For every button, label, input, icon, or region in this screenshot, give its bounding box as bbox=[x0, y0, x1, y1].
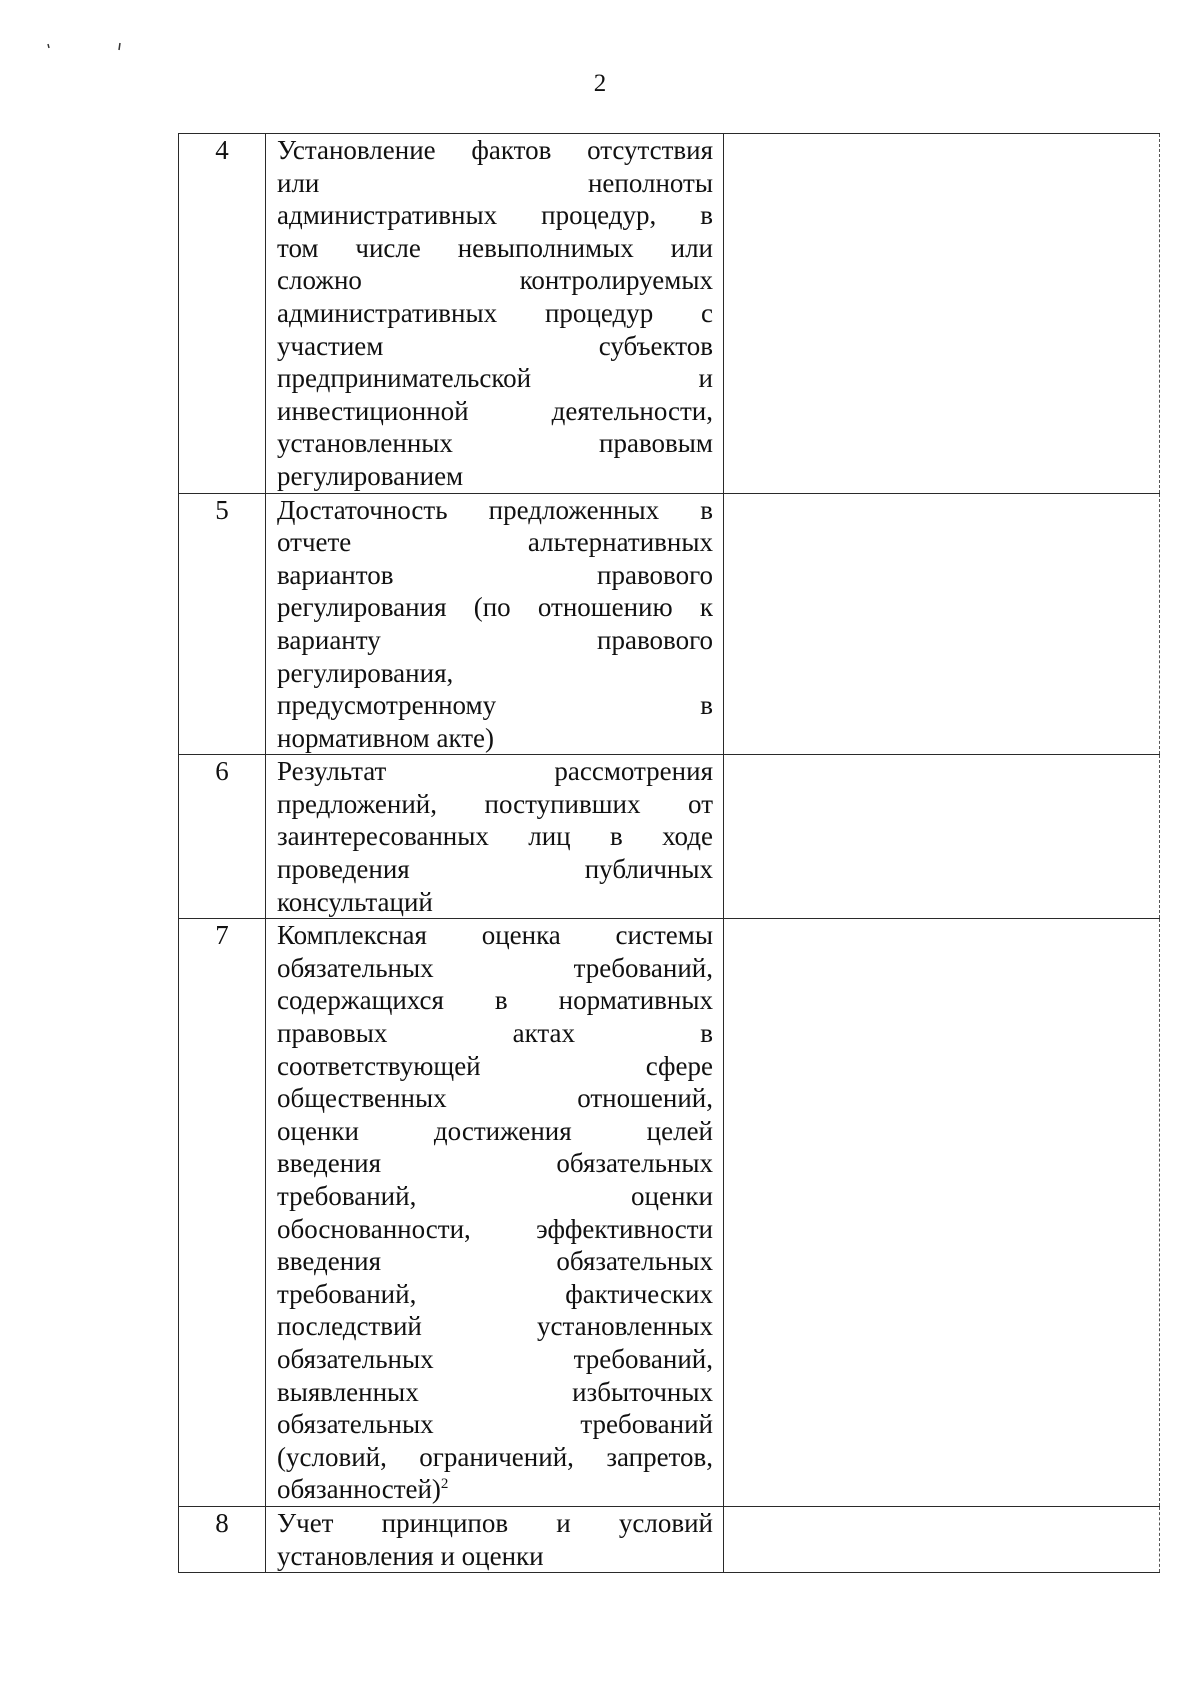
description-line bbox=[277, 362, 713, 395]
description-line bbox=[277, 264, 713, 297]
description-line-text: регулирования (по отношению к bbox=[277, 592, 713, 623]
description-line-text: установления и оценки bbox=[277, 1540, 544, 1571]
description-line bbox=[277, 1540, 713, 1573]
table-row bbox=[179, 919, 1160, 1507]
description-line bbox=[277, 232, 713, 265]
description-line bbox=[277, 1082, 713, 1115]
description-line-text: Учет принципов и условий bbox=[277, 1507, 713, 1538]
description-line-text: том числе невыполнимых или bbox=[277, 232, 713, 263]
description-line-text: соответствующей сфере bbox=[277, 1050, 713, 1081]
criterion-description bbox=[266, 493, 724, 755]
empty-assessment-cell bbox=[724, 1506, 1160, 1572]
description-line bbox=[277, 1050, 713, 1083]
description-line bbox=[277, 427, 713, 460]
description-line bbox=[277, 1408, 713, 1441]
description-line bbox=[277, 1245, 713, 1278]
description-line bbox=[277, 1473, 713, 1506]
criteria-table-body bbox=[179, 134, 1160, 1573]
description-line-text: Установление фактов отсутствия bbox=[277, 135, 713, 165]
description-line-text: содержащихся в нормативных bbox=[277, 985, 713, 1016]
description-line bbox=[277, 1507, 713, 1540]
description-line-text: вариантов правового bbox=[277, 559, 713, 590]
description-line bbox=[277, 591, 713, 624]
description-line-text: нормативном акте) bbox=[277, 722, 495, 753]
criterion-description bbox=[266, 134, 724, 494]
description-line-text: требований, фактических bbox=[277, 1278, 713, 1309]
description-line-text: отчете альтернативных bbox=[277, 527, 713, 558]
description-line bbox=[277, 984, 713, 1017]
criterion-description bbox=[266, 919, 724, 1507]
description-line-text: выявленных избыточных bbox=[277, 1376, 713, 1407]
description-line bbox=[277, 755, 713, 788]
description-line-text: (условий, ограничений, запретов, bbox=[277, 1441, 713, 1472]
description-line bbox=[277, 853, 713, 886]
row-number: 8 bbox=[179, 1506, 266, 1572]
description-line bbox=[277, 722, 713, 755]
description-line-text: консультаций bbox=[277, 886, 433, 917]
description-line-text: или неполноты bbox=[277, 167, 713, 198]
description-line bbox=[277, 297, 713, 330]
description-line-text: правовых актах в bbox=[277, 1018, 713, 1049]
empty-assessment-cell bbox=[724, 919, 1160, 1507]
description-line bbox=[277, 1180, 713, 1213]
description-line-text: Достаточность предложенных в bbox=[277, 494, 713, 525]
table-row bbox=[179, 134, 1160, 494]
description-line bbox=[277, 886, 713, 919]
description-line bbox=[277, 624, 713, 657]
description-line bbox=[277, 657, 713, 690]
description-line-text: сложно контролируемых bbox=[277, 265, 713, 296]
description-line bbox=[277, 1278, 713, 1311]
criterion-description bbox=[266, 755, 724, 919]
description-line bbox=[277, 134, 713, 167]
description-line-text: обязанностей) bbox=[277, 1474, 441, 1505]
description-line bbox=[277, 494, 713, 527]
row-number: 4 bbox=[179, 134, 266, 494]
description-line bbox=[277, 559, 713, 592]
description-line-text: оценки достижения целей bbox=[277, 1115, 713, 1146]
description-line-text: последствий установленных bbox=[277, 1311, 713, 1342]
criteria-table bbox=[178, 133, 1160, 1573]
description-line bbox=[277, 167, 713, 200]
footnote-marker: 2 bbox=[440, 1476, 449, 1493]
description-line-text: регулирования, bbox=[277, 657, 454, 688]
description-line-text: варианту правового bbox=[277, 624, 713, 655]
description-line-text: предложений, поступивших от bbox=[277, 788, 713, 819]
description-line-text: введения обязательных bbox=[277, 1148, 713, 1179]
description-line-text: административных процедур, в bbox=[277, 200, 713, 231]
description-line-text: административных процедур с bbox=[277, 297, 713, 328]
row-number: 7 bbox=[179, 919, 266, 1507]
description-line-text: инвестиционной деятельности, bbox=[277, 395, 713, 426]
description-line-text: Результат рассмотрения bbox=[277, 756, 713, 787]
description-line bbox=[277, 1441, 713, 1474]
description-line-text: регулированием bbox=[277, 460, 464, 491]
description-line-text: обоснованности, эффективности bbox=[277, 1213, 713, 1244]
description-line bbox=[277, 1310, 713, 1343]
description-line-text: обязательных требований, bbox=[277, 1343, 713, 1374]
empty-assessment-cell bbox=[724, 134, 1160, 494]
description-line bbox=[277, 460, 713, 493]
description-line bbox=[277, 820, 713, 853]
description-line bbox=[277, 1213, 713, 1246]
description-line bbox=[277, 330, 713, 363]
description-line bbox=[277, 1343, 713, 1376]
row-number: 6 bbox=[179, 755, 266, 919]
description-line-text: предпринимательской и bbox=[277, 363, 713, 394]
description-line bbox=[277, 919, 713, 952]
description-line-text: участием субъектов bbox=[277, 330, 713, 361]
description-line-text: установленных правовым bbox=[277, 428, 713, 459]
description-line bbox=[277, 788, 713, 821]
description-line bbox=[277, 1147, 713, 1180]
page-number: 2 bbox=[593, 70, 607, 97]
description-line-text: требований, оценки bbox=[277, 1181, 713, 1211]
description-line bbox=[277, 1376, 713, 1409]
table-row bbox=[179, 1506, 1160, 1572]
empty-assessment-cell bbox=[724, 493, 1160, 755]
description-line-text: введения обязательных bbox=[277, 1246, 713, 1277]
empty-assessment-cell bbox=[724, 755, 1160, 919]
description-line bbox=[277, 526, 713, 559]
description-line-text: предусмотренному в bbox=[277, 690, 713, 721]
description-line-text: заинтересованных лиц в ходе bbox=[277, 821, 713, 852]
description-line-text: Комплексная оценка системы bbox=[277, 920, 713, 951]
description-line-text: проведения публичных bbox=[277, 854, 713, 885]
description-line bbox=[277, 952, 713, 985]
table-row bbox=[179, 493, 1160, 755]
description-line-text: обязательных требований bbox=[277, 1409, 713, 1440]
description-line bbox=[277, 689, 713, 722]
criterion-description bbox=[266, 1506, 724, 1572]
description-line bbox=[277, 1115, 713, 1148]
scan-artifact-marks bbox=[40, 40, 140, 54]
table-row bbox=[179, 755, 1160, 919]
description-line bbox=[277, 199, 713, 232]
description-line bbox=[277, 395, 713, 428]
description-line bbox=[277, 1017, 713, 1050]
row-number: 5 bbox=[179, 493, 266, 755]
description-line-text: обязательных требований, bbox=[277, 952, 713, 983]
description-line-text: общественных отношений, bbox=[277, 1083, 713, 1114]
